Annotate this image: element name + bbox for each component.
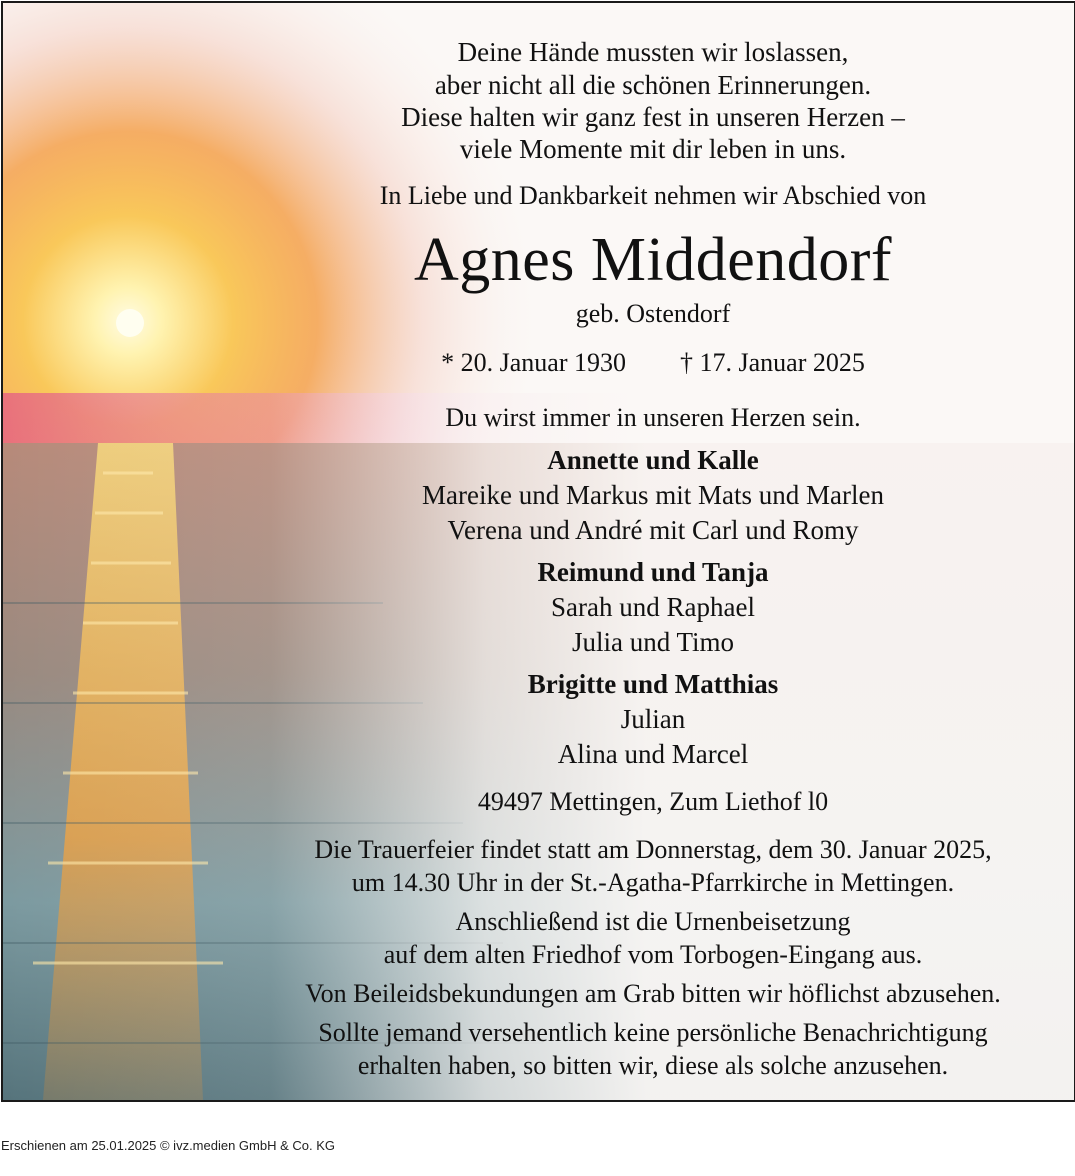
- deceased-name: Agnes Middendorf: [413, 226, 893, 294]
- obituary-card: [1, 1, 1075, 1102]
- notice-line: Sollte jemand versehentlich keine persönliche Benachrichtigung: [318, 1018, 988, 1047]
- family-member: Julian: [620, 704, 686, 734]
- family-head: Brigitte und Matthias: [527, 669, 779, 699]
- notice-line: Die Trauerfeier findet statt am Donnerstag, dem 30. Januar 2025,: [314, 835, 992, 864]
- family-head: Annette und Kalle: [547, 445, 759, 475]
- family-member: Julia und Timo: [571, 627, 735, 657]
- notice-line: Anschließend ist die Urnenbeisetzung: [455, 907, 851, 936]
- family-member: Verena und André mit Carl und Romy: [447, 515, 859, 545]
- family-member: Mareike und Markus mit Mats und Marlen: [422, 480, 884, 510]
- verse-line: aber nicht all die schönen Erinnerungen.: [434, 70, 872, 100]
- family-member: Alina und Marcel: [557, 739, 749, 769]
- notice-line: erhalten haben, so bitten wir, diese als solche anzusehen.: [357, 1051, 949, 1080]
- notice-line: um 14.30 Uhr in der St.-Agatha-Pfarrkirche in Mettingen.: [351, 868, 955, 897]
- life-dates: [233, 348, 1073, 378]
- verse-line: Deine Hände mussten wir loslassen,: [457, 37, 849, 67]
- verse-line: viele Momente mit dir leben in uns.: [459, 134, 847, 164]
- address: 49497 Mettingen, Zum Liethof l0: [477, 787, 829, 816]
- intro-text: In Liebe und Dankbarkeit nehmen wir Abschied von: [379, 181, 927, 210]
- birth-name: geb. Ostendorf: [575, 299, 731, 328]
- notice-line: Von Beileidsbekundungen am Grab bitten wir höflichst abzusehen.: [305, 979, 1001, 1008]
- notice-line: auf dem alten Friedhof vom Torbogen-Eingang aus.: [383, 940, 923, 969]
- verse-line: Diese halten wir ganz fest in unseren Herzen –: [401, 102, 905, 132]
- family-head: Reimund und Tanja: [537, 557, 769, 587]
- motto: Du wirst immer in unseren Herzen sein.: [445, 403, 861, 432]
- birth-date: * 20. Januar 1930: [441, 348, 626, 377]
- death-date: † 17. Januar 2025: [680, 348, 865, 377]
- family-member: Sarah und Raphael: [551, 592, 755, 622]
- publication-credit: Erschienen am 25.01.2025 © ivz.medien GmbH & Co. KG: [1, 1138, 336, 1153]
